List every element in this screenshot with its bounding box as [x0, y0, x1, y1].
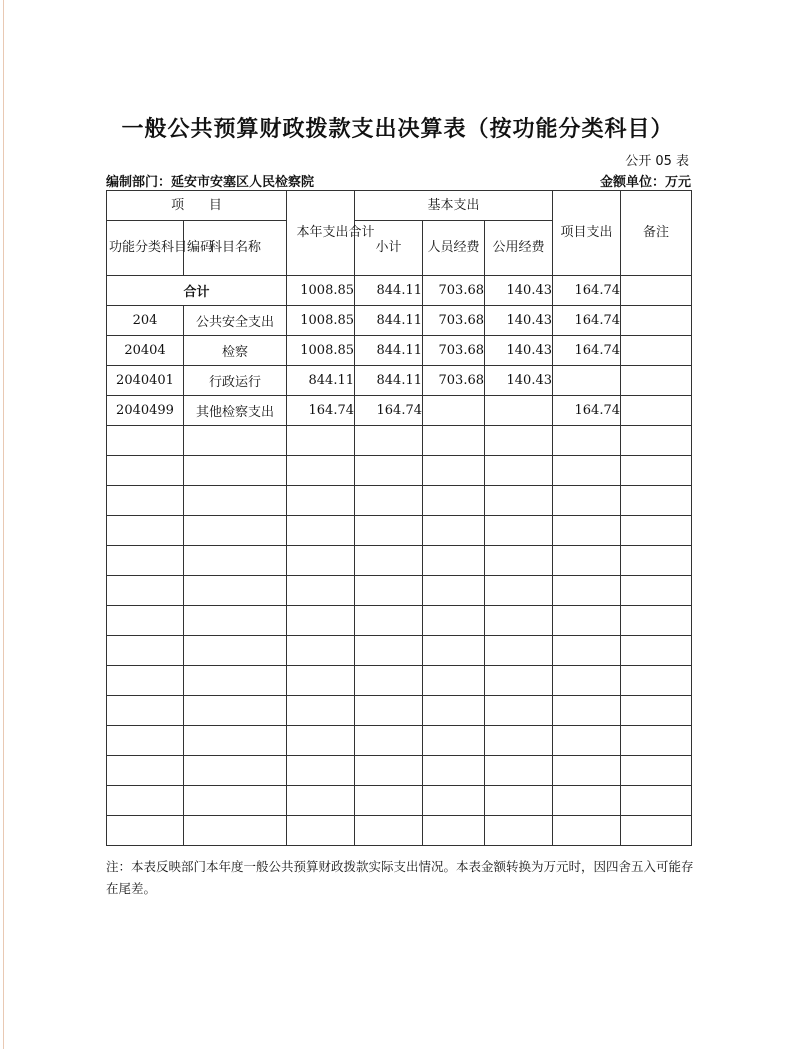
blank-cell	[287, 456, 355, 486]
blank-cell	[355, 696, 423, 726]
blank-cell	[107, 666, 184, 696]
cell-remark	[621, 336, 692, 366]
cell-subtotal: 844.11	[355, 366, 423, 396]
blank-cell	[621, 726, 692, 756]
blank-cell	[184, 666, 287, 696]
blank-cell	[485, 576, 553, 606]
meta-row	[106, 171, 691, 189]
blank-cell	[184, 636, 287, 666]
blank-cell	[485, 726, 553, 756]
cell-remark	[621, 396, 692, 426]
blank-cell	[287, 426, 355, 456]
blank-cell	[355, 516, 423, 546]
blank-cell	[553, 786, 621, 816]
blank-cell	[485, 636, 553, 666]
blank-cell	[485, 756, 553, 786]
total-cell-subtotal: 844.11	[355, 276, 423, 306]
blank-cell	[621, 546, 692, 576]
blank-cell	[355, 636, 423, 666]
blank-row	[107, 576, 692, 606]
blank-rows	[107, 426, 692, 846]
blank-row	[107, 546, 692, 576]
blank-cell	[553, 726, 621, 756]
blank-cell	[621, 636, 692, 666]
total-label: 合计	[107, 276, 287, 306]
blank-cell	[287, 726, 355, 756]
blank-cell	[553, 606, 621, 636]
blank-cell	[423, 666, 485, 696]
blank-cell	[621, 816, 692, 846]
blank-cell	[287, 576, 355, 606]
blank-cell	[553, 486, 621, 516]
blank-cell	[184, 816, 287, 846]
blank-cell	[355, 546, 423, 576]
blank-cell	[423, 426, 485, 456]
blank-cell	[423, 816, 485, 846]
blank-cell	[107, 786, 184, 816]
blank-cell	[287, 486, 355, 516]
blank-cell	[621, 456, 692, 486]
blank-cell	[423, 516, 485, 546]
header-code: 功能分类科目编码	[107, 221, 184, 276]
header-name: 科目名称	[184, 221, 287, 276]
blank-cell	[184, 756, 287, 786]
table-row	[107, 306, 692, 336]
cell-personnel: 703.68	[423, 366, 485, 396]
blank-row	[107, 606, 692, 636]
blank-cell	[287, 756, 355, 786]
total-cell-personnel: 703.68	[423, 276, 485, 306]
table-row	[107, 396, 692, 426]
cell-total: 164.74	[287, 396, 355, 426]
blank-cell	[355, 726, 423, 756]
cell-subtotal: 844.11	[355, 336, 423, 366]
total-cell-public: 140.43	[485, 276, 553, 306]
header-subtotal: 小计	[355, 221, 423, 276]
blank-cell	[184, 696, 287, 726]
blank-row	[107, 666, 692, 696]
cell-subtotal: 844.11	[355, 306, 423, 336]
blank-cell	[184, 576, 287, 606]
blank-cell	[184, 726, 287, 756]
blank-cell	[423, 576, 485, 606]
page-title: 一般公共预算财政拨款支出决算表（按功能分类科目）	[121, 117, 674, 142]
cell-name: 其他检察支出	[184, 396, 287, 426]
blank-cell	[621, 786, 692, 816]
header-remark: 备注	[621, 191, 692, 276]
blank-cell	[355, 486, 423, 516]
blank-cell	[107, 546, 184, 576]
table-body	[107, 276, 692, 426]
blank-cell	[553, 546, 621, 576]
blank-cell	[287, 786, 355, 816]
blank-row	[107, 816, 692, 846]
blank-cell	[287, 636, 355, 666]
blank-row	[107, 726, 692, 756]
table-row	[107, 336, 692, 366]
blank-row	[107, 786, 692, 816]
cell-project: 164.74	[553, 306, 621, 336]
cell-name: 行政运行	[184, 366, 287, 396]
cell-subtotal: 164.74	[355, 396, 423, 426]
blank-cell	[287, 546, 355, 576]
cell-remark	[621, 306, 692, 336]
blank-cell	[621, 486, 692, 516]
total-row	[107, 276, 692, 306]
cell-name: 公共安全支出	[184, 306, 287, 336]
cell-public: 140.43	[485, 366, 553, 396]
blank-cell	[355, 786, 423, 816]
cell-code: 2040401	[107, 366, 184, 396]
blank-cell	[423, 756, 485, 786]
blank-cell	[107, 726, 184, 756]
header-total: 本年支出合计	[287, 191, 355, 276]
cell-code: 20404	[107, 336, 184, 366]
blank-row	[107, 756, 692, 786]
blank-row	[107, 456, 692, 486]
blank-cell	[423, 726, 485, 756]
blank-cell	[485, 516, 553, 546]
cell-code: 2040499	[107, 396, 184, 426]
header-basic: 基本支出	[355, 191, 553, 221]
cell-personnel	[423, 396, 485, 426]
blank-cell	[553, 426, 621, 456]
blank-cell	[553, 696, 621, 726]
blank-cell	[553, 756, 621, 786]
blank-cell	[423, 486, 485, 516]
blank-cell	[107, 606, 184, 636]
blank-cell	[485, 786, 553, 816]
blank-cell	[107, 486, 184, 516]
blank-cell	[553, 666, 621, 696]
blank-cell	[553, 576, 621, 606]
blank-cell	[107, 756, 184, 786]
blank-cell	[107, 576, 184, 606]
form-number: 公开 05 表	[625, 154, 689, 169]
cell-total: 1008.85	[287, 306, 355, 336]
blank-cell	[553, 816, 621, 846]
blank-cell	[355, 456, 423, 486]
total-cell-total: 1008.85	[287, 276, 355, 306]
blank-cell	[485, 606, 553, 636]
cell-project: 164.74	[553, 336, 621, 366]
cell-public: 140.43	[485, 336, 553, 366]
cell-code: 204	[107, 306, 184, 336]
blank-row	[107, 636, 692, 666]
blank-cell	[553, 636, 621, 666]
footnote: 注：本表反映部门本年度一般公共预算财政拨款实际支出情况。本表金额转换为万元时，因四舍五入可能存在尾差。	[106, 859, 694, 896]
blank-cell	[621, 426, 692, 456]
blank-cell	[287, 606, 355, 636]
blank-cell	[423, 606, 485, 636]
blank-cell	[184, 786, 287, 816]
cell-total: 844.11	[287, 366, 355, 396]
department-label: 编制部门：延安市安塞区人民检察院	[106, 175, 315, 190]
header-project: 项目支出	[553, 191, 621, 276]
blank-row	[107, 426, 692, 456]
cell-project: 164.74	[553, 396, 621, 426]
cell-project	[553, 366, 621, 396]
blank-cell	[553, 456, 621, 486]
page-edge-line	[3, 0, 4, 1049]
blank-cell	[184, 516, 287, 546]
blank-cell	[423, 456, 485, 486]
blank-cell	[621, 756, 692, 786]
blank-cell	[423, 696, 485, 726]
blank-cell	[621, 666, 692, 696]
blank-cell	[553, 516, 621, 546]
blank-cell	[355, 576, 423, 606]
table-header	[107, 191, 692, 276]
unit-label: 金额单位：万元	[599, 175, 691, 190]
blank-cell	[423, 636, 485, 666]
blank-cell	[355, 756, 423, 786]
blank-cell	[107, 696, 184, 726]
blank-cell	[287, 666, 355, 696]
blank-cell	[485, 486, 553, 516]
header-personnel: 人员经费	[423, 221, 485, 276]
blank-cell	[184, 486, 287, 516]
blank-cell	[485, 546, 553, 576]
blank-cell	[621, 606, 692, 636]
blank-cell	[107, 426, 184, 456]
blank-cell	[287, 696, 355, 726]
blank-cell	[485, 456, 553, 486]
blank-cell	[485, 696, 553, 726]
blank-row	[107, 486, 692, 516]
cell-total: 1008.85	[287, 336, 355, 366]
cell-name: 检察	[184, 336, 287, 366]
header-item: 项 目	[107, 191, 287, 221]
table-row	[107, 366, 692, 396]
blank-cell	[184, 546, 287, 576]
cell-remark	[621, 366, 692, 396]
blank-cell	[107, 636, 184, 666]
blank-cell	[184, 606, 287, 636]
blank-cell	[287, 816, 355, 846]
blank-cell	[485, 666, 553, 696]
blank-cell	[423, 786, 485, 816]
blank-cell	[621, 516, 692, 546]
blank-cell	[423, 546, 485, 576]
header-public: 公用经费	[485, 221, 553, 276]
blank-cell	[184, 456, 287, 486]
blank-cell	[184, 426, 287, 456]
expenditure-table	[106, 190, 692, 846]
blank-cell	[355, 426, 423, 456]
blank-cell	[355, 666, 423, 696]
blank-cell	[107, 516, 184, 546]
blank-cell	[355, 606, 423, 636]
blank-cell	[485, 816, 553, 846]
cell-personnel: 703.68	[423, 306, 485, 336]
cell-public: 140.43	[485, 306, 553, 336]
blank-cell	[107, 456, 184, 486]
blank-cell	[107, 816, 184, 846]
blank-cell	[485, 426, 553, 456]
blank-row	[107, 516, 692, 546]
blank-cell	[621, 576, 692, 606]
cell-personnel: 703.68	[423, 336, 485, 366]
total-cell-remark	[621, 276, 692, 306]
cell-public	[485, 396, 553, 426]
blank-cell	[621, 696, 692, 726]
blank-cell	[287, 516, 355, 546]
blank-row	[107, 696, 692, 726]
blank-cell	[355, 816, 423, 846]
total-cell-project: 164.74	[553, 276, 621, 306]
